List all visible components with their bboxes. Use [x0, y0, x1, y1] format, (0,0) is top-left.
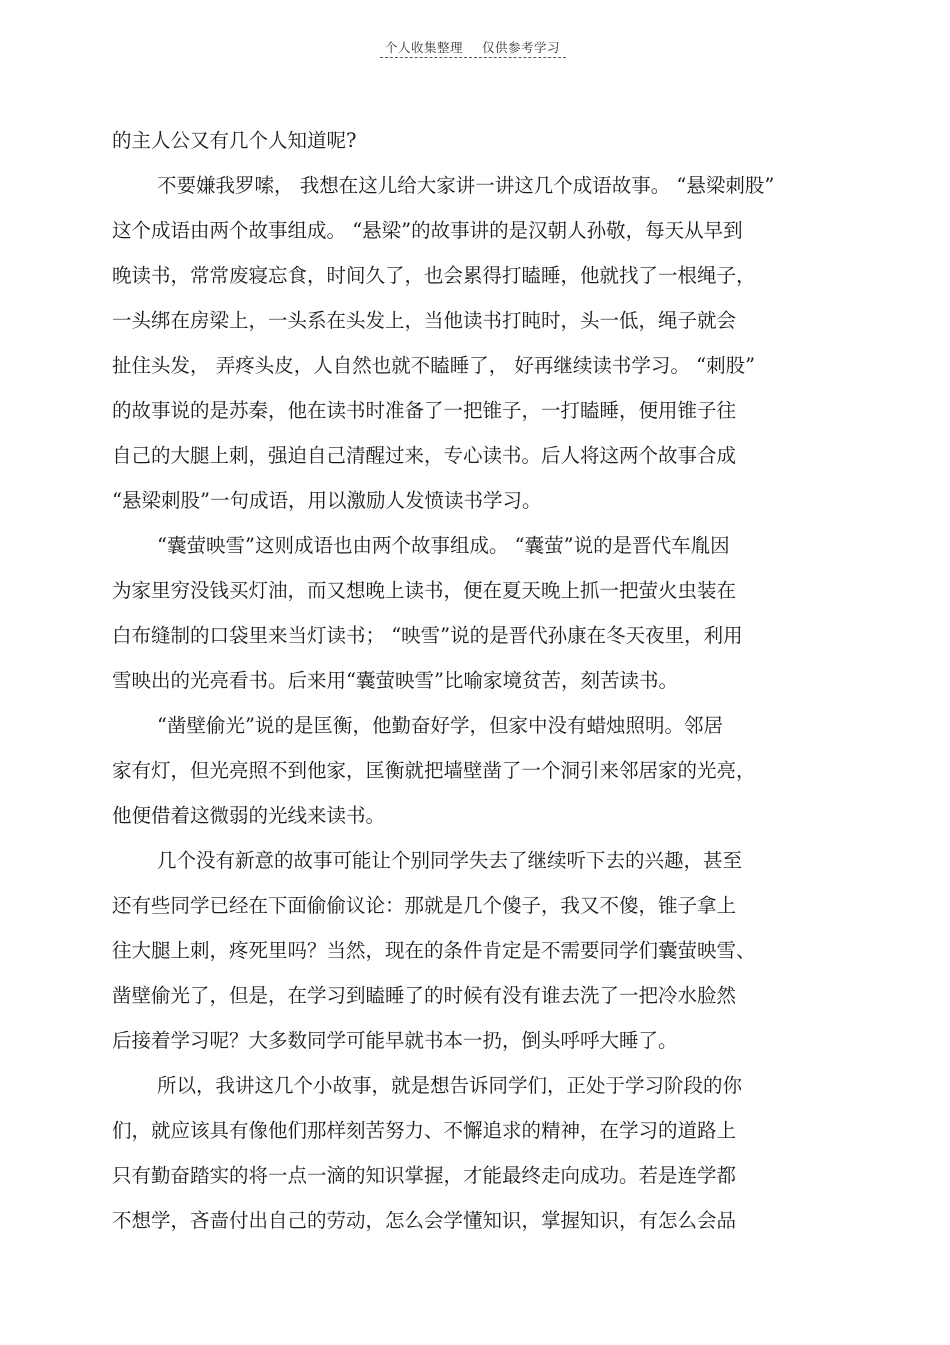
text-line: 一头绑在房梁上，一头系在头发上，当他读书打盹时，头一低，绳子就会	[112, 309, 737, 332]
text-line: 这个成语由两个故事组成。 “悬梁”的故事讲的是汉朝人孙敬，每天从早到	[112, 219, 743, 242]
text-line: 家有灯，但光亮照不到他家，匡衡就把墙壁凿了一个洞引来邻居家的光亮，	[112, 759, 756, 782]
text-line: 他便借着这微弱的光线来读书。	[112, 804, 386, 827]
text-line: 扯住头发， 弄疼头皮，人自然也就不瞌睡了， 好再继续读书学习。 “刺股”	[112, 354, 756, 377]
text-line: 几个没有新意的故事可能让个别同学失去了继续听下去的兴趣，甚至	[157, 849, 743, 872]
text-line: “凿壁偷光”说的是匡衡，他勤奋好学，但家中没有蜡烛照明。邻居	[157, 714, 723, 737]
text-line: 后接着学习呢？大多数同学可能早就书本一扔，倒头呼呼大睡了。	[112, 1029, 678, 1052]
text-line: 晚读书，常常废寝忘食，时间久了，也会累得打瞌睡，他就找了一根绳子，	[112, 264, 756, 287]
text-line: 白布缝制的口袋里来当灯读书； “映雪”说的是晋代孙康在冬天夜里，利用	[112, 624, 743, 647]
text-line: “悬梁刺股”一句成语，用以激励人发愤读书学习。	[112, 489, 542, 512]
text-line: “囊萤映雪”这则成语也由两个故事组成。 “囊萤”说的是晋代车胤因	[157, 534, 730, 557]
text-line: 往大腿上刺，疼死里吗？当然，现在的条件肯定是不需要同学们囊萤映雪、	[112, 939, 756, 962]
text-line: 的故事说的是苏秦，他在读书时准备了一把锥子，一打瞌睡，便用锥子往	[112, 399, 737, 422]
text-line: 雪映出的光亮看书。后来用“囊萤映雪”比喻家境贫苦，刻苦读书。	[112, 669, 678, 692]
text-line: 所以，我讲这几个小故事，就是想告诉同学们，正处于学习阶段的你	[157, 1074, 743, 1097]
text-line: 们，就应该具有像他们那样刻苦努力、不懈追求的精神，在学习的道路上	[112, 1119, 737, 1142]
text-line: 还有些同学已经在下面偷偷议论：那就是几个傻子，我又不傻，锥子拿上	[112, 894, 737, 917]
header-right-text: 仅供参考学习	[482, 40, 561, 55]
text-line: 只有勤奋踏实的将一点一滴的知识掌握，才能最终走向成功。若是连学都	[112, 1164, 737, 1187]
text-line: 为家里穷没钱买灯油，而又想晚上读书，便在夏天晚上抓一把萤火虫装在	[112, 579, 737, 602]
header-rule	[380, 57, 566, 58]
page-header	[380, 38, 566, 58]
header-left-text: 个人收集整理	[385, 40, 464, 55]
text-line: 不要嫌我罗嗦， 我想在这儿给大家讲一讲这几个成语故事。 “悬梁刺股”	[157, 174, 775, 197]
text-line: 不想学，吝啬付出自己的劳动，怎么会学懂知识，掌握知识，有怎么会品	[112, 1209, 737, 1232]
text-line: 的主人公又有几个人知道呢?	[112, 129, 357, 152]
text-line: 自己的大腿上刺，强迫自己清醒过来，专心读书。后人将这两个故事合成	[112, 444, 737, 467]
text-line: 凿壁偷光了，但是，在学习到瞌睡了的时候有没有谁去洗了一把冷水脸然	[112, 984, 737, 1007]
